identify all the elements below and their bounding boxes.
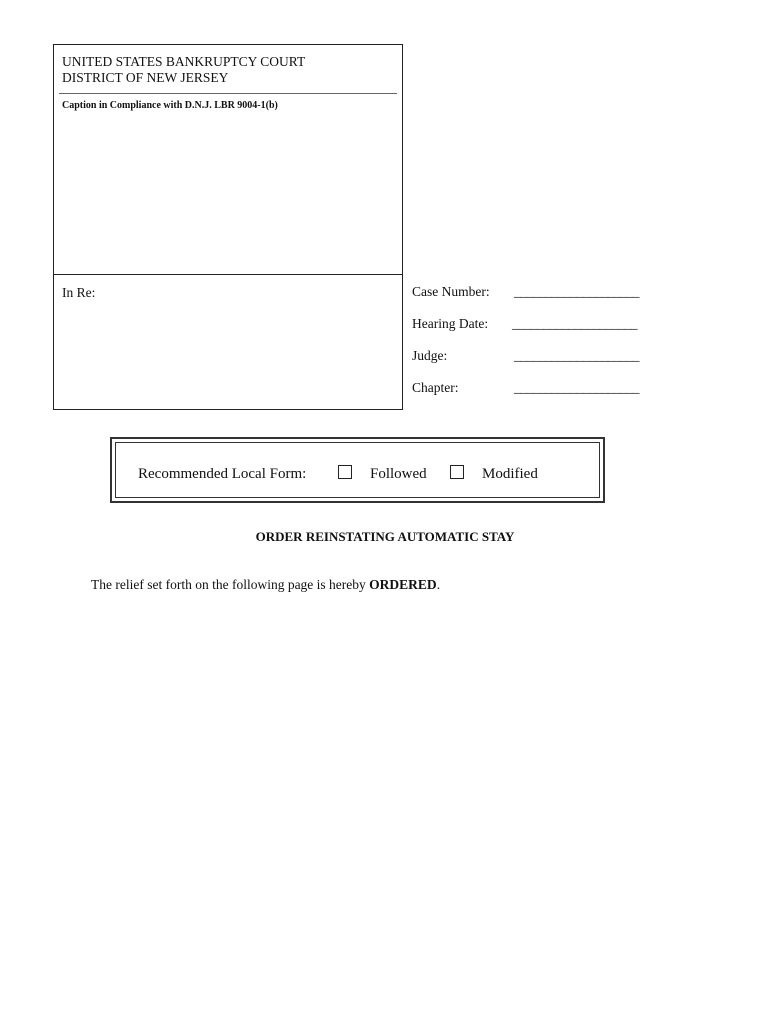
hearing-date-field bbox=[412, 316, 672, 334]
caption-compliance-note: Caption in Compliance with D.N.J. LBR 9004-1(b) bbox=[62, 100, 278, 111]
judge-field bbox=[412, 348, 672, 366]
hearing-date-blank[interactable]: ____________________ bbox=[512, 316, 637, 331]
modified-label: Modified bbox=[482, 466, 538, 482]
caption-rule bbox=[59, 93, 397, 94]
modified-checkbox[interactable] bbox=[450, 465, 464, 479]
judge-blank[interactable]: ____________________ bbox=[514, 348, 639, 363]
court-name-line2: DISTRICT OF NEW JERSEY bbox=[62, 70, 229, 85]
order-text-suffix: . bbox=[436, 577, 441, 592]
in-re-divider bbox=[54, 274, 402, 275]
judge-label: Judge: bbox=[412, 348, 448, 363]
order-title: ORDER REINSTATING AUTOMATIC STAY bbox=[255, 529, 515, 544]
order-text-ordered: ORDERED bbox=[369, 577, 437, 592]
followed-label: Followed bbox=[370, 466, 427, 482]
case-number-blank[interactable]: ____________________ bbox=[514, 284, 639, 299]
order-text-prefix: The relief set forth on the following page is hereby bbox=[91, 577, 370, 592]
in-re-label: In Re: bbox=[62, 285, 96, 300]
followed-checkbox[interactable] bbox=[338, 465, 352, 479]
case-number-label: Case Number: bbox=[412, 284, 490, 299]
chapter-field bbox=[412, 380, 672, 398]
local-form-label: Recommended Local Form: bbox=[138, 466, 307, 482]
order-text bbox=[91, 577, 440, 593]
case-number-field bbox=[412, 284, 672, 302]
hearing-date-label: Hearing Date: bbox=[412, 316, 489, 331]
chapter-label: Chapter: bbox=[412, 380, 459, 395]
local-form-box bbox=[110, 437, 605, 503]
local-form-box-inner bbox=[115, 442, 600, 498]
chapter-blank[interactable]: ____________________ bbox=[514, 380, 639, 395]
court-name bbox=[62, 54, 305, 86]
caption-box bbox=[53, 44, 403, 410]
court-name-line1: UNITED STATES BANKRUPTCY COURT bbox=[62, 54, 306, 69]
